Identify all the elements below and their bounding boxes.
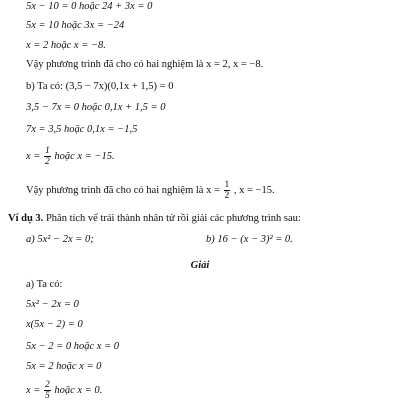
solution-line-2: x(5x − 2) = 0: [26, 319, 83, 330]
solution-line-5: [26, 380, 102, 401]
solution-line-4: 5x = 2 hoặc x = 0: [26, 361, 102, 372]
solution-heading: Giải: [190, 260, 210, 271]
fraction-denominator: 2: [224, 191, 230, 201]
conclusion-line-2: [26, 180, 275, 201]
conclusion-line-1: Vậy phương trình đã cho có hai nghiệm là x = 2, x = −8.: [26, 59, 264, 70]
conclusion2-prefix: Vậy phương trình đã cho có hai nghiệm là x =: [26, 184, 220, 196]
example-text: Phân tích vế trái thành nhân tử rồi giải các phương trình sau:: [43, 213, 301, 224]
fraction-one-half: [44, 146, 51, 167]
fraction-denominator: 5: [45, 391, 50, 401]
solution-line-1: 5x² − 2x = 0: [26, 299, 79, 310]
equation-line-6: 3,5 − 7x = 0 hoặc 0,1x + 1,5 = 0: [26, 102, 166, 113]
s6-suffix: hoặc x = 0.: [54, 384, 103, 396]
part-b-intro: b) Ta có: (3,5 − 7x)(0,1x + 1,5) = 0: [26, 81, 174, 92]
equation-line-3: x = 2 hoặc x = −8.: [26, 40, 106, 51]
conclusion2-suffix: , x = −15.: [233, 184, 275, 196]
exercise-b: b) 16 − (x − 3)² = 0.: [206, 234, 293, 245]
equation-line-8: [26, 146, 115, 167]
fraction-two-fifths: [44, 380, 51, 401]
example-heading: [8, 213, 301, 225]
exercise-a: a) 5x² − 2x = 0;: [26, 234, 94, 245]
fraction-numerator: 1: [45, 146, 50, 156]
solution-line-3: 5x − 2 = 0 hoặc x = 0: [26, 341, 119, 352]
solution-intro: a) Ta có:: [26, 279, 63, 290]
fraction-numerator: 1: [224, 180, 230, 190]
eq8-suffix: hoặc x = −15.: [54, 150, 115, 162]
fraction-numerator: 2: [45, 380, 50, 390]
eq8-prefix: x =: [26, 150, 41, 162]
equation-line-1: 5x − 10 = 0 hoặc 24 + 3x = 0: [26, 1, 153, 12]
equation-line-7: 7x = 3,5 hoặc 0,1x = −1,5: [26, 124, 138, 135]
fraction-denominator: 2: [45, 157, 50, 167]
fraction-one-half: [224, 180, 231, 201]
equation-line-2: 5x = 10 hoặc 3x = −24: [26, 20, 125, 31]
example-label: Ví dụ 3.: [8, 213, 44, 224]
s6-prefix: x =: [26, 384, 41, 396]
